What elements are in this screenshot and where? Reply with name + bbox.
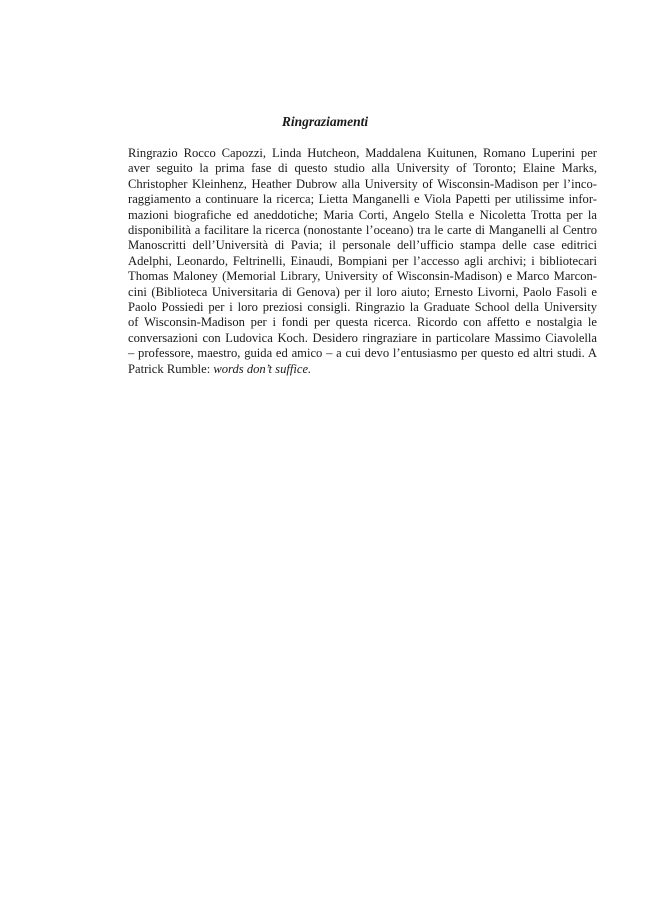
acknowledgements-paragraph xyxy=(128,146,597,377)
text-line: cini (Biblioteca Universitaria di Genova) per il loro aiuto; Ernesto Livorni, Paolo Fasoli e xyxy=(128,284,597,299)
final-line-prefix: Patrick Rumble: xyxy=(128,361,214,376)
text-line: – professore, maestro, guida ed amico – a cui devo l’entusiasmo per questo ed altri studi. A xyxy=(128,346,597,361)
text-line: of Wisconsin-Madison per i fondi per questa ricerca. Ricordo con affetto e nostalgia le xyxy=(128,315,597,330)
text-line: Thomas Maloney (Memorial Library, University of Wisconsin-Madison) e Marco Marcon- xyxy=(128,269,597,284)
text-line: Manoscritti dell’Università di Pavia; il personale dell’ufficio stampa delle case editrici xyxy=(128,238,597,253)
text-line: Ringrazio Rocco Capozzi, Linda Hutcheon, Maddalena Kuitunen, Romano Luperini per xyxy=(128,146,597,160)
text-line: mazioni biografiche ed aneddotiche; Maria Corti, Angelo Stella e Nicoletta Trotta per la xyxy=(128,207,597,222)
text-line: Paolo Possiedi per i loro preziosi consigli. Ringrazio la Graduate School della University xyxy=(128,300,597,315)
final-line-italic: words don’t suffice. xyxy=(213,361,312,376)
text-line: conversazioni con Ludovica Koch. Desidero ringraziare in particolare Massimo Ciavolella xyxy=(128,330,597,345)
text-line: Christopher Kleinhenz, Heather Dubrow alla University of Wisconsin-Madison per l’inco- xyxy=(128,176,597,191)
text-line-final xyxy=(128,362,597,377)
text-line: raggiamento a continuare la ricerca; Lietta Manganelli e Viola Papetti per utilissime infor- xyxy=(128,192,597,207)
text-line: aver seguito la prima fase di questo studio alla University of Toronto; Elaine Marks, xyxy=(128,161,597,176)
text-line: Adelphi, Leonardo, Feltrinelli, Einaudi, Bompiani per l’accesso agli archivi; i bibliotecari xyxy=(128,253,597,268)
page-title: Ringraziamenti xyxy=(281,114,369,129)
text-line: disponibilità a facilitare la ricerca (nonostante l’oceano) tra le carte di Manganelli al Centro xyxy=(128,223,597,238)
